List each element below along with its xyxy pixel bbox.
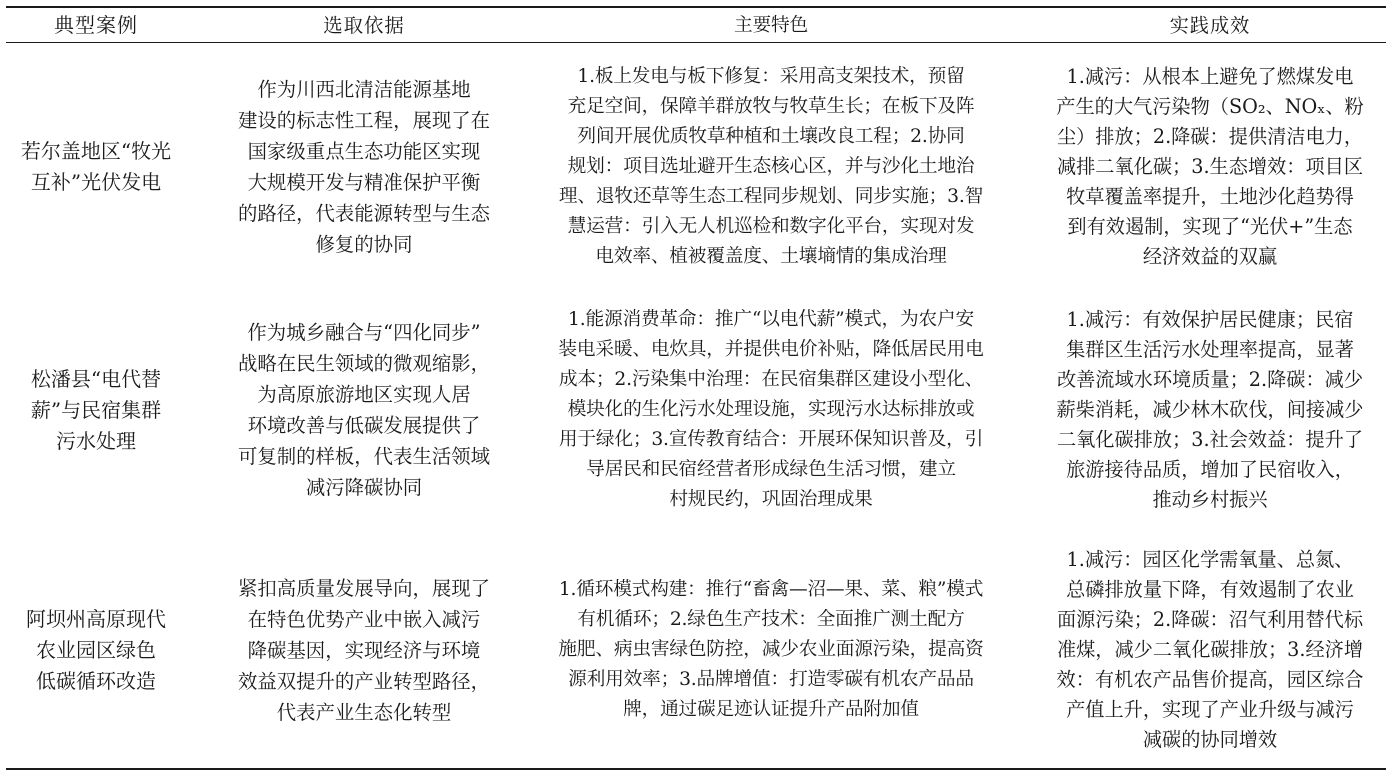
text-line: 减排二氧化碳；3.生态增效：项目区 <box>1056 155 1364 178</box>
text-line: 尘）排放；2.降碳：提供清洁电力， <box>1056 125 1364 148</box>
text-line: 在特色优势产业中嵌入减污 <box>247 607 481 631</box>
row-1-basis <box>214 46 514 288</box>
text-line: 准煤，减少二氧化碳排放；3.经济增 <box>1056 638 1364 661</box>
text-line: 1.减污：从根本上避免了燃煤发电 <box>1066 65 1354 88</box>
text-line: 装电采暖、电炊具，并提供电价补贴，降低居民用电 <box>558 339 984 360</box>
text-line: 互补”光伏发电 <box>30 170 162 194</box>
text-line: 成本；2.污染集中治理：在民宿集群区建设小型化、 <box>558 369 984 390</box>
text-line: 建设的标志性工程，展现了在 <box>237 109 491 132</box>
text-line: 牧草覆盖率提升，土地沙化趋势得 <box>1066 185 1354 208</box>
text-line: 二氧化碳排放；3.社会效益：提升了 <box>1056 428 1364 451</box>
text-line: 产值上升，实现了产业升级与减污 <box>1066 698 1354 721</box>
row-1-case <box>6 46 186 288</box>
text-line: 效：有机农产品售价提高，园区综合 <box>1056 668 1364 691</box>
text-line: 薪”与民宿集群 <box>30 397 162 422</box>
text-line: 作为城乡融合与“四化同步” <box>247 321 481 344</box>
text-line: 集群区生活污水处理率提高，显著 <box>1066 338 1354 361</box>
text-line: 污水处理 <box>55 428 136 453</box>
text-line: 规划：项目选址避开生态核心区，并与沙化土地治 <box>567 156 975 177</box>
row-1-results <box>1038 46 1382 288</box>
row-3-results <box>1038 532 1382 768</box>
text-line: 农业园区绿色 <box>36 637 156 662</box>
text-line: 的路径，代表能源转型与生态 <box>237 202 491 225</box>
text-line: 源利用效率；3.品牌增值：打造零碳有机农产品品 <box>568 669 974 690</box>
text-line: 1.能源消费革命：推广“以电代薪”模式，为农户安 <box>568 309 974 330</box>
text-line: 到有效遏制，实现了“光伏+”生态 <box>1067 215 1353 238</box>
text-line: 导居民和民宿经营者形成绿色生活习惯，建立 <box>586 459 956 480</box>
text-line: 紧扣高质量发展导向，展现了 <box>237 576 491 600</box>
text-line: 推动乡村振兴 <box>1152 488 1268 511</box>
text-line: 1.减污：园区化学需氧量、总氮、 <box>1066 548 1354 571</box>
text-line: 慧运营：引入无人机巡检和数字化平台，实现对发 <box>567 216 975 237</box>
case-table <box>6 0 1386 774</box>
header-features: 主要特色 <box>734 14 808 36</box>
row-2-basis <box>214 290 514 530</box>
text-line: 阿坝州高原现代 <box>26 606 166 631</box>
text-line: 可复制的样板，代表生活领域 <box>237 445 491 468</box>
text-line: 国家级重点生态功能区实现 <box>247 140 481 163</box>
header-basis: 选取依据 <box>323 14 405 37</box>
text-line: 松潘县“电代替 <box>30 366 162 391</box>
row-3-features <box>512 532 1030 768</box>
row-2-case <box>6 290 186 530</box>
text-line: 1.循环模式构建：推行“畜禽—沼—果、菜、粮”模式 <box>558 579 984 600</box>
text-line: 减污降碳协同 <box>305 476 423 499</box>
text-line: 薪柴消耗，减少林木砍伐，间接减少 <box>1056 398 1364 421</box>
text-line: 改善流域水环境质量；2.降碳：减少 <box>1056 368 1364 391</box>
table-top-rule <box>6 6 1386 8</box>
text-line: 减碳的协同增效 <box>1142 728 1278 751</box>
text-line: 充足空间，保障羊群放牧与牧草生长；在板下及阵 <box>567 96 975 117</box>
text-line: 牌，通过碳足迹认证提升产品附加值 <box>623 699 919 720</box>
header-case: 典型案例 <box>54 13 138 37</box>
text-line: 代表产业生态化转型 <box>276 700 452 724</box>
text-line: 1.减污：有效保护居民健康；民宿 <box>1066 308 1354 331</box>
text-line: 产生的大气污染物（SO₂、NOₓ、粉 <box>1056 95 1364 118</box>
text-line: 作为川西北清洁能源基地 <box>257 78 471 101</box>
text-line: 环境改善与低碳发展提供了 <box>247 414 481 437</box>
text-line: 村规民约，巩固治理成果 <box>669 489 873 510</box>
text-line: 大规模开发与精准保护平衡 <box>247 171 481 194</box>
text-line: 修复的协同 <box>315 233 413 256</box>
row-2-results <box>1038 290 1382 530</box>
header-results: 实践成效 <box>1169 13 1251 37</box>
text-line: 电效率、植被覆盖度、土壤墒情的集成治理 <box>595 246 947 267</box>
text-line: 有机循环；2.绿色生产技术：全面推广测土配方 <box>577 609 965 630</box>
text-line: 为高原旅游地区实现人居 <box>257 383 471 406</box>
text-line: 旅游接待品质，增加了民宿收入， <box>1066 458 1354 481</box>
row-2-features <box>512 290 1030 530</box>
row-1-features <box>512 46 1030 288</box>
text-line: 模块化的生化污水处理设施，实现污水达标排放或 <box>567 399 975 420</box>
text-line: 低碳循环改造 <box>36 668 156 693</box>
text-line: 面源污染；2.降碳：沼气利用替代标 <box>1056 608 1364 631</box>
text-line: 用于绿化；3.宣传教育结合：开展环保知识普及，引 <box>558 429 984 450</box>
table-bottom-rule <box>6 768 1386 770</box>
text-line: 降碳基因，实现经济与环境 <box>247 638 481 662</box>
table-header-rule <box>6 42 1386 43</box>
text-line: 施肥、病虫害绿色防控，减少农业面源污染，提高资 <box>558 639 984 660</box>
text-line: 1.板上发电与板下修复：采用高支架技术，预留 <box>577 66 965 87</box>
text-line: 效益双提升的产业转型路径， <box>237 669 491 693</box>
row-3-case <box>6 532 186 768</box>
text-line: 若尔盖地区“牧光 <box>20 139 172 163</box>
text-line: 战略在民生领域的微观缩影， <box>237 352 491 375</box>
text-line: 经济效益的双赢 <box>1142 245 1278 268</box>
text-line: 理、退牧还草等生态工程同步规划、同步实施；3.智 <box>558 186 984 207</box>
row-3-basis <box>214 532 514 768</box>
text-line: 总磷排放量下降，有效遏制了农业 <box>1066 578 1354 601</box>
text-line: 列间开展优质牧草种植和土壤改良工程；2.协同 <box>577 126 965 147</box>
